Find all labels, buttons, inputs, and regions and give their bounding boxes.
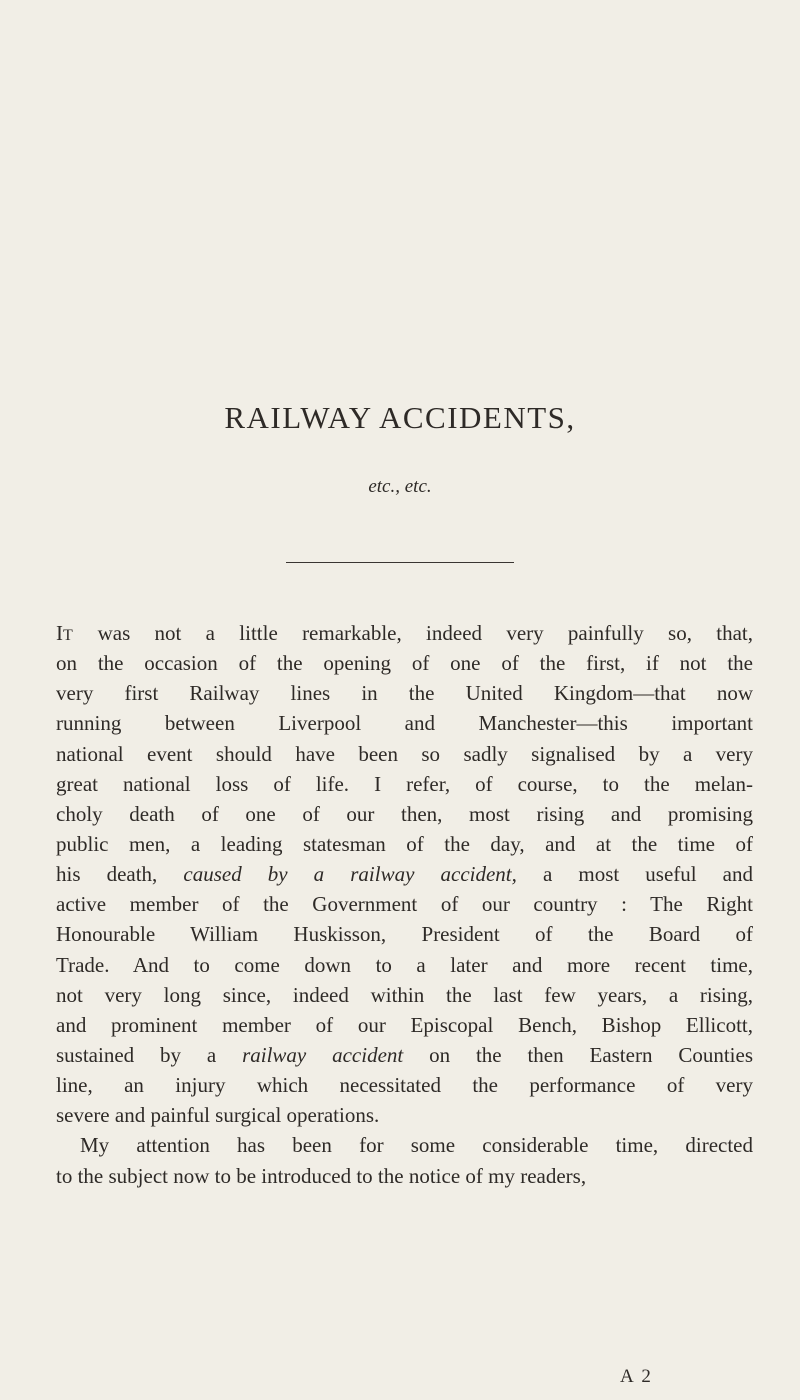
text-run: line, an injury which necessitated the performance of very bbox=[56, 1073, 753, 1098]
text-run: sustained by a bbox=[56, 1042, 243, 1067]
paragraph-1-line bbox=[56, 1100, 753, 1130]
paragraph-2-line bbox=[56, 1130, 753, 1160]
text-run: very first Railway lines in the United Kingdom—that now bbox=[56, 681, 753, 706]
paragraph-2-line bbox=[56, 1161, 753, 1191]
paragraph-1-line bbox=[56, 919, 753, 949]
text-run: a most useful and bbox=[516, 862, 754, 887]
text-run: active member of the Government of our country : The Right bbox=[56, 892, 753, 917]
paragraph-1-line bbox=[56, 889, 753, 919]
italic-text: caused by a railway accident, bbox=[183, 862, 517, 887]
paragraph-1-line bbox=[56, 739, 753, 769]
chapter-subtitle: etc., etc. bbox=[368, 476, 432, 497]
paragraph-1-line bbox=[56, 859, 753, 889]
text-run: on the occasion of the opening of one of the first, if not the bbox=[56, 651, 753, 676]
text-run: choly death of one of our then, most rising and promising bbox=[56, 801, 753, 826]
text-run: and prominent member of our Episcopal Bench, Bishop Ellicott, bbox=[56, 1012, 753, 1037]
paragraph-1-line bbox=[56, 769, 753, 799]
text-run: severe and painful surgical operations. bbox=[56, 1103, 380, 1128]
paragraph-1-line bbox=[56, 829, 753, 859]
paragraph-1-line bbox=[56, 678, 753, 708]
paragraph-1-line bbox=[56, 950, 753, 980]
paragraph-2 bbox=[56, 1130, 753, 1190]
title-rule bbox=[286, 562, 514, 563]
paragraph-1-line bbox=[56, 708, 753, 738]
paragraph-1-line bbox=[56, 1070, 753, 1100]
paragraph-1-line bbox=[56, 1040, 753, 1070]
text-run: national event should have been so sadly signalised by a very bbox=[56, 741, 753, 766]
text-run: not very long since, indeed within the last few years, a rising, bbox=[56, 982, 753, 1007]
paragraph-1-line bbox=[56, 648, 753, 678]
text-run: on the then Eastern Counties bbox=[403, 1042, 753, 1067]
text-run: his death, bbox=[56, 862, 184, 887]
paragraph-1-line bbox=[56, 618, 753, 648]
text-run: great national loss of life. I refer, of course, to the melan- bbox=[56, 771, 753, 796]
paragraph-1-line bbox=[56, 980, 753, 1010]
text-run: Honourable William Huskisson, President of the Board of bbox=[56, 922, 753, 947]
body-text bbox=[56, 618, 753, 1191]
chapter-title: RAILWAY ACCIDENTS, bbox=[224, 400, 576, 435]
paragraph-1-line bbox=[56, 799, 753, 829]
text-run: My attention has been for some considerable time, directed bbox=[80, 1133, 753, 1158]
signature-mark: A 2 bbox=[620, 1366, 653, 1387]
text-run: Trade. And to come down to a later and more recent time, bbox=[56, 952, 753, 977]
paragraph-1 bbox=[56, 618, 753, 1130]
text-run: public men, a leading statesman of the day, and at the time of bbox=[56, 831, 753, 856]
dropcap-word: IT bbox=[56, 621, 74, 645]
italic-text: railway accident bbox=[242, 1042, 404, 1067]
text-run: running between Liverpool and Manchester—this important bbox=[56, 711, 753, 736]
paragraph-1-line bbox=[56, 1010, 753, 1040]
text-run: was not a little remarkable, indeed very painfully so, that, bbox=[73, 621, 753, 645]
text-run: to the subject now to be introduced to the notice of my readers, bbox=[56, 1163, 587, 1188]
